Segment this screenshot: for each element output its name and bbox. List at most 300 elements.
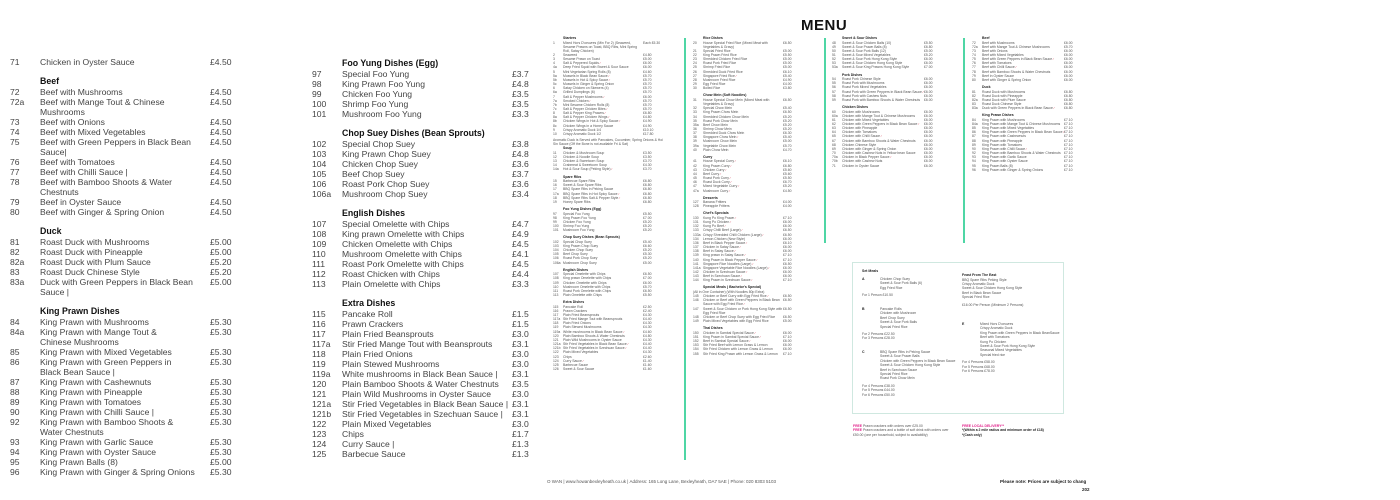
- set-item: Kung Po Chicken: [980, 339, 1007, 344]
- chili-icon: ∕: [730, 220, 731, 225]
- item-price: £6.00: [783, 220, 792, 225]
- item-price: £4.1: [512, 249, 529, 259]
- item-price: £4.80: [643, 52, 652, 57]
- item-number: 124: [312, 439, 327, 449]
- menu-item: [312, 349, 562, 359]
- item-name: King Prawn with Mushrooms: [982, 117, 1025, 122]
- item-number: 44: [693, 171, 697, 176]
- item-number: 141: [693, 261, 699, 266]
- item-price: £6.80: [643, 179, 652, 184]
- item-name: Mussels in Ginger & Spring Onion: [563, 82, 615, 87]
- item-name: Sweet & Sour King Prawns Hong Kong Style: [842, 65, 910, 70]
- item-number: 82: [972, 93, 976, 98]
- item-name: Beef in Black Pepper Sauce∕: [703, 240, 747, 245]
- item-price: £7.10: [783, 215, 792, 220]
- chili-icon: ∕: [735, 159, 736, 164]
- item-price: £5.30: [210, 387, 232, 397]
- item-number: 64: [832, 130, 836, 135]
- item-name: Beef in Sambal Special Sauce∕: [703, 339, 751, 344]
- item-name: Seaweed: [563, 52, 578, 57]
- item-price: £6.00: [783, 274, 792, 279]
- item-name: Beef with Green Peppers in Black Bean Sauce|: [40, 137, 191, 157]
- chili-icon: ∕: [741, 228, 743, 233]
- feast-item: Beef in Black Bean Sauce: [962, 290, 1002, 295]
- item-price: £5.20: [783, 114, 792, 119]
- item-number: 121b: [312, 409, 332, 419]
- item-price: £7.10: [1064, 130, 1073, 135]
- item-price: £4.90: [783, 77, 792, 82]
- item-price: £5.30: [210, 437, 232, 447]
- item-number: 125: [553, 362, 559, 367]
- menu-item: [10, 327, 260, 337]
- item-number: 11: [553, 150, 557, 155]
- item-price: £7.10: [1064, 146, 1073, 151]
- item-price: £5.70: [643, 102, 652, 107]
- item-name: Sweet & Sour Pork Balls (12): [842, 48, 886, 53]
- item-number: 53: [832, 61, 836, 66]
- item-number: 20: [693, 40, 697, 45]
- item-name: Chicken with Chilli Sauce∕: [842, 134, 882, 139]
- item-number: 87: [972, 134, 976, 139]
- item-name: Vegetable Chow Mein: [703, 143, 736, 148]
- chili-icon: ∕: [890, 155, 892, 160]
- item-price: £5.70: [643, 107, 652, 111]
- item-name: Beef with Onions: [982, 48, 1008, 53]
- item-number: 24: [693, 61, 697, 66]
- set-item: Beef Chop Suey: [880, 315, 905, 320]
- item-price: £3.7: [512, 169, 529, 179]
- item-number: 70a: [832, 155, 838, 160]
- chili-icon: ∕: [730, 180, 732, 185]
- item-number: 143: [693, 274, 699, 279]
- item-price: £6.00: [924, 117, 933, 122]
- chili-icon: ∕: [1026, 146, 1027, 151]
- item-name: Chicken in Oyster Sauce: [842, 163, 880, 168]
- item-name: Honey Spare Ribs: [563, 199, 591, 204]
- item-name: Crispy Aromatic Duck 1/4: [563, 127, 602, 132]
- item-price: £3.3: [512, 109, 529, 119]
- feast-item: Special Fried Rice: [962, 295, 990, 300]
- item-number: 77: [972, 65, 976, 70]
- item-number: 95: [10, 457, 20, 467]
- item-name: Beef with Tomatoes: [40, 157, 115, 167]
- chili-icon: ∕: [618, 191, 619, 196]
- item-number: 23: [693, 57, 697, 62]
- item-number: 99: [312, 89, 322, 99]
- item-number: 148: [693, 314, 699, 319]
- item-number: 120: [553, 333, 559, 338]
- item-price: £5.00: [783, 57, 792, 62]
- feast-item: BBQ Spare Ribs Peking Style: [962, 277, 1007, 282]
- item-name: Shredded Chicken Fried Rice: [703, 57, 748, 62]
- item-name: Crispy Shredded Chilli Chicken (Large)∕: [703, 232, 764, 237]
- item-price: £3.6: [512, 179, 529, 189]
- item-price: £7.10: [1064, 155, 1073, 160]
- item-name: Chicken with Bamboo Shoots & Water Chestnuts: [842, 138, 916, 143]
- item-name: Special Omelette with Chips: [563, 272, 606, 277]
- item-price: £5.70: [783, 143, 792, 148]
- menu-item: [10, 157, 260, 167]
- item-number: 119: [312, 359, 326, 369]
- item-price: £5.20: [783, 122, 792, 127]
- item-name: Shredded Chicken Chow Mein: [703, 114, 749, 119]
- item-price: £1.5: [512, 319, 529, 329]
- item-number: 45: [693, 176, 697, 181]
- menu-item: [10, 87, 260, 97]
- item-price: £6.00: [924, 61, 933, 66]
- item-name: Mini Sesame Chicken Rolls (8): [563, 102, 610, 107]
- item-number: 12: [553, 154, 557, 159]
- item-number: 72a: [10, 97, 25, 107]
- item-price: £5.20: [643, 219, 652, 224]
- item-price: £1.5: [512, 309, 529, 319]
- item-number: 149: [693, 319, 699, 324]
- item-name: House Special Fried Rice (Mixed Meat with Vegetables & Gravy): [703, 40, 768, 49]
- item-price: £6.80: [1064, 89, 1073, 94]
- item-name: King Prawn with Mixed Vegetables: [40, 347, 172, 357]
- item-price: £4.90: [643, 119, 652, 124]
- item-number: 14: [553, 163, 557, 168]
- item-number: 106a: [553, 260, 561, 265]
- item-name: Beef with Mushrooms: [982, 40, 1015, 45]
- item-name: Beef with Tomatoes: [982, 61, 1012, 66]
- chili-icon: ∕: [735, 73, 737, 78]
- item-number: 3: [553, 57, 555, 62]
- item-name: Water Chestnuts: [40, 427, 104, 437]
- item-price: £6.00: [1064, 48, 1073, 53]
- menu-item: [312, 399, 562, 409]
- item-price: £6.00: [924, 151, 933, 156]
- menu-item: [832, 65, 944, 69]
- menu-item: [10, 367, 260, 377]
- menu-item: [693, 352, 803, 356]
- item-number: 150: [693, 330, 699, 335]
- item-price: £2.60: [643, 354, 652, 359]
- item-price: £4.50: [210, 137, 232, 147]
- item-name: Chicken in Sambal Special Sauce∕: [703, 330, 756, 335]
- item-number: 152: [693, 339, 699, 344]
- item-name: Plain Wild Mushrooms in Oyster Sauce: [342, 389, 492, 399]
- item-name: Plain Chow Mein: [703, 147, 729, 152]
- item-number: 76: [10, 157, 20, 167]
- item-name: Prawn Crackers: [563, 308, 588, 313]
- item-price: £3.1: [512, 339, 529, 349]
- set-price: For 4 Persons £58.00: [962, 360, 995, 365]
- item-name: Roast Duck with Pineapple: [40, 247, 143, 257]
- item-price: £4.50: [210, 127, 232, 137]
- item-name: Sweet & Sour Mixed Vegetables: [842, 52, 891, 57]
- feast-title: Feast From The East: [962, 273, 997, 277]
- item-name: Pancake Roll: [342, 309, 393, 319]
- item-number: 69: [832, 146, 836, 151]
- chili-icon: ∕: [609, 77, 610, 82]
- item-price: £4.30: [643, 337, 652, 342]
- section-heading: Special Meals ( Bachelor's Special): [703, 285, 762, 290]
- menu-item: [312, 229, 562, 239]
- item-price: £4.50: [210, 167, 232, 177]
- set-price: For 6 Persons £50.00: [862, 392, 895, 397]
- chili-icon: ∕: [603, 94, 605, 99]
- set-meal-e: [962, 322, 1062, 373]
- item-number: 100: [553, 223, 559, 228]
- item-price: £5.20: [210, 257, 232, 267]
- item-number: 107: [553, 272, 559, 277]
- item-price: £5.20: [783, 126, 792, 131]
- item-name: Chicken or Beef with Green Peppers in Black Bean Sauce with Egg Fried Rice∕: [703, 298, 780, 307]
- menu-item: [10, 117, 260, 127]
- item-price: £6.80: [924, 44, 933, 49]
- item-price: £3.0: [512, 359, 529, 369]
- item-price: [210, 337, 260, 347]
- item-name: Special Chow Mein: [703, 106, 733, 111]
- item-number: 110: [553, 284, 559, 289]
- item-name: King prawn in Satay Sauce∕: [703, 253, 746, 258]
- item-price: £6.50: [783, 40, 792, 45]
- item-name: Stir Fried Beef with Lemon Grass & Lemon: [703, 343, 768, 348]
- item-number: 53a: [832, 65, 838, 70]
- item-price: £4.60: [643, 69, 652, 74]
- set-meals-box: [852, 262, 1064, 414]
- item-price: £5.40: [783, 135, 792, 140]
- item-name: King Prawn Foo Yung: [342, 79, 425, 89]
- item-number: 136: [693, 240, 699, 245]
- item-number: 1: [553, 40, 555, 45]
- item-number: 119a: [553, 329, 561, 334]
- item-price: £6.00: [924, 89, 933, 94]
- set-item: Beef in Szechuan Sauce: [880, 367, 918, 372]
- item-price: £3.4: [512, 189, 529, 199]
- item-price: £6.50: [783, 97, 792, 102]
- item-number: 71: [832, 163, 836, 168]
- item-name: Curry Sauce |: [342, 439, 395, 449]
- item-name: King Prawn with Tomatoes: [40, 397, 142, 407]
- item-number: 121b: [553, 346, 561, 351]
- item-name: Roast Duck Chinese Style: [40, 267, 140, 277]
- item-name: Salt & Pepper Mushrooms∕: [563, 94, 605, 99]
- item-number: 47a: [693, 188, 699, 193]
- item-price: £7.10: [783, 257, 792, 262]
- item-number: 72: [972, 40, 976, 45]
- item-number: 29: [693, 82, 697, 87]
- item-name: Beef with Ginger & Spring Onion: [40, 207, 165, 217]
- item-number: 89: [972, 142, 976, 147]
- item-number: 128: [693, 204, 699, 209]
- section-heading: Thai Dishes: [703, 326, 723, 331]
- item-price: £4.80: [643, 115, 652, 120]
- item-number: 109: [553, 280, 559, 285]
- item-name: Banana Fritters: [703, 200, 727, 205]
- item-number: 155: [693, 351, 699, 356]
- section-heading: Duck: [40, 226, 62, 236]
- item-price: £5.70: [643, 77, 652, 82]
- item-number: 65: [832, 134, 836, 139]
- item-price: £5.30: [210, 467, 232, 477]
- section-heading: Soup: [563, 146, 572, 151]
- item-number: 147: [693, 306, 699, 311]
- menu-item: [312, 319, 562, 329]
- item-price: £3.0: [512, 419, 529, 429]
- item-name: Chicken Omelette with Chips: [563, 280, 607, 285]
- set-label: A: [862, 277, 865, 281]
- item-number: 95: [972, 163, 976, 168]
- item-price: £6.60: [643, 243, 652, 248]
- set-item: Sweet & Sour Chicken Hong Kong Style: [880, 363, 941, 368]
- menu-item: [312, 79, 562, 89]
- item-number: 118: [553, 321, 559, 326]
- item-price: £3.1: [512, 369, 529, 379]
- chili-icon: ∕: [759, 334, 761, 339]
- item-number: 7a: [553, 98, 557, 103]
- item-price: £5.00: [210, 237, 232, 247]
- item-name: House Special Curry∕: [703, 159, 736, 164]
- item-price: £3.5: [512, 379, 529, 389]
- item-name: Roast Pork Chop Suey: [563, 256, 598, 261]
- item-price: £4.8: [512, 79, 529, 89]
- item-name: Shrimp Chow Mein: [703, 126, 732, 131]
- item-price: £5.70: [1064, 44, 1073, 49]
- item-number: 78: [10, 177, 20, 187]
- item-number: 119: [553, 325, 559, 330]
- item-price: £6.00: [783, 245, 792, 250]
- item-name: Roast Duck with Plum Sauce: [982, 97, 1026, 102]
- item-number: 84: [10, 317, 20, 327]
- item-name: Sweet & Sour Chicken Hong Kong Style: [842, 61, 903, 66]
- item-name: Plain Mixed Vegetables: [563, 350, 599, 355]
- item-price: £6.00: [783, 343, 792, 348]
- item-price: £3.6: [512, 159, 529, 169]
- item-number: 19: [553, 199, 557, 204]
- item-price: £6.00: [643, 65, 652, 70]
- item-number: 15: [553, 179, 557, 184]
- item-number: 74: [972, 52, 976, 57]
- chili-icon: ∕: [730, 176, 731, 181]
- item-number: 75: [972, 57, 976, 62]
- item-name: Sweet & Sour Prawn Balls (8): [842, 44, 887, 49]
- item-price: £6.00: [1064, 52, 1073, 57]
- item-name: Mushroom Foo Yung: [563, 228, 595, 233]
- item-name: Plain Bamboo Shoots & Water Chestnuts: [342, 379, 499, 389]
- item-price: £6.80: [643, 195, 652, 200]
- menu-item: [10, 317, 260, 327]
- item-price: £6.00: [1064, 69, 1073, 74]
- item-price: £4.5: [512, 259, 529, 269]
- menu-item: [312, 279, 562, 289]
- chili-icon: ∕: [1015, 65, 1017, 70]
- item-name: Beef with Bamboo Shoots & Water Chestnuts: [982, 69, 1051, 74]
- menu-item: [10, 277, 260, 297]
- item-name: Beef in Oyster Sauce: [982, 73, 1015, 78]
- item-price: £6.00: [783, 339, 792, 344]
- item-number: 101: [553, 228, 559, 233]
- item-number: 81: [10, 237, 20, 247]
- item-name: Barbecue Sauce: [342, 449, 406, 459]
- item-number: 131: [693, 220, 699, 225]
- item-price: £7.10: [783, 334, 792, 339]
- item-number: 94: [972, 159, 976, 164]
- item-name: Curry Sauce∕: [563, 358, 584, 363]
- chili-icon: ∕: [744, 253, 746, 258]
- item-number: 82a: [972, 97, 978, 102]
- item-name: Mussels in Black Bean Sauce∕: [563, 73, 610, 78]
- item-name: White mushrooms in Black Bean Sauce |: [342, 369, 498, 379]
- item-name: King Prawn with Garlic Sauce: [982, 155, 1027, 160]
- item-number: 98: [553, 215, 557, 220]
- item-price: £7.10: [1064, 134, 1073, 139]
- chili-icon: ∕: [743, 302, 745, 307]
- item-name: Chicken or Beef Curry with Egg Fried Rice∕: [703, 294, 769, 299]
- item-number: 120: [312, 379, 327, 389]
- item-price: £6.00: [1064, 57, 1073, 62]
- item-price: £4.00: [783, 200, 792, 205]
- item-name: Chicken in Oyster Sauce: [40, 57, 135, 67]
- chili-icon: ∕: [1063, 130, 1064, 135]
- item-name: Beef with Mixed Vegetables: [982, 52, 1024, 57]
- item-number: 51: [832, 52, 836, 57]
- section-heading: Chop Suey Dishes (Bean Sprouts): [342, 128, 485, 138]
- chili-icon: ∕: [619, 195, 620, 200]
- section-heading: Chef's Specials: [703, 211, 729, 216]
- feast-item: Sweet & Sour Chicken Hong Kong Style: [962, 286, 1023, 291]
- item-price: £5.30: [210, 327, 232, 337]
- item-number: 94: [10, 447, 20, 457]
- menu-item: [10, 247, 260, 257]
- item-price: £6.50: [783, 298, 792, 303]
- item-price: £6.00: [783, 347, 792, 352]
- item-name: Grilled Dumplings (6): [563, 90, 595, 95]
- chili-icon: ∕: [606, 107, 608, 111]
- item-name: King Prawn with Oyster Sauce: [982, 159, 1028, 164]
- item-price: £4.50: [210, 177, 232, 187]
- item-price: £6.00: [783, 249, 792, 254]
- item-price: £4.50: [210, 207, 232, 217]
- chili-icon: ∕: [734, 249, 736, 254]
- item-price: £6.00: [643, 94, 652, 99]
- item-number: 9: [553, 127, 555, 132]
- item-name: Roast Duck with Mushrooms: [982, 89, 1026, 94]
- item-name: King Prawn with Ginger & Spring Onions: [982, 167, 1044, 172]
- chili-icon: ∕: [918, 122, 919, 126]
- item-name: King prawn Omelette with Chips: [563, 276, 612, 281]
- menu-item: [10, 137, 260, 157]
- item-number: 108: [312, 229, 327, 239]
- item-price: £4.00: [783, 82, 792, 87]
- item-name: Plain Omelette with Chips: [563, 293, 602, 297]
- item-price: £5.30: [210, 447, 232, 457]
- chili-icon: ∕: [762, 232, 764, 237]
- item-number: 46: [693, 180, 697, 185]
- item-name: Special Foo Yung: [563, 211, 590, 216]
- item-price: £5.30: [210, 397, 232, 407]
- footer-year: 202: [1082, 487, 1090, 492]
- item-name: Special Omelette with Chips: [342, 219, 450, 229]
- item-name: Beef with Mange Tout & Chinese Mushrooms: [40, 97, 165, 117]
- menu-item: [693, 98, 803, 106]
- item-number: 83: [972, 102, 976, 107]
- item-price: £3.80: [783, 86, 792, 91]
- section-heading: Foo Yung Dishes (Egg): [342, 58, 439, 68]
- item-number: 5: [553, 69, 555, 74]
- item-number: 85: [972, 126, 976, 131]
- item-price: £5.30: [210, 407, 232, 417]
- item-name: Roast Pork Fried Rice: [703, 61, 737, 66]
- chili-icon: ∕: [725, 167, 726, 172]
- item-price: £6.00: [924, 57, 933, 62]
- item-name: Sweet & Sour Pork Hong Kong Style: [842, 57, 898, 62]
- item-price: £5.30: [210, 317, 232, 327]
- item-number: 60: [832, 109, 836, 114]
- item-name: Chicken Chop Suey: [563, 248, 593, 253]
- menu-item: [312, 419, 562, 429]
